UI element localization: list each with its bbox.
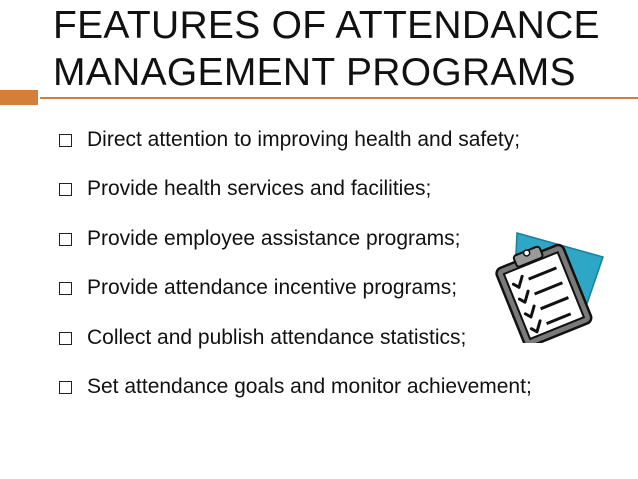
title-divider — [40, 97, 638, 99]
bullet-item — [59, 276, 532, 325]
bullet-text: Provide attendance incentive programs; — [87, 276, 458, 300]
bullet-item — [59, 326, 532, 375]
accent-bar — [0, 90, 38, 105]
checkbox-bullet-icon — [59, 332, 72, 345]
title-line-1: FEATURES OF ATTENDANCE — [53, 4, 600, 47]
checkbox-bullet-icon — [59, 134, 72, 147]
checkbox-bullet-icon — [59, 183, 72, 196]
clipboard-checklist-icon — [487, 231, 607, 343]
checkbox-bullet-icon — [59, 381, 72, 394]
bullet-item — [59, 227, 532, 276]
title-line-2: MANAGEMENT PROGRAMS — [53, 51, 576, 94]
bullet-item — [59, 375, 532, 424]
bullet-text: Provide employee assistance programs; — [87, 226, 461, 250]
checkbox-bullet-icon — [59, 282, 72, 295]
slide-title — [53, 2, 613, 96]
bullet-text: Direct attention to improving health and safety; — [87, 128, 521, 151]
bullet-item — [59, 177, 532, 226]
bullet-text: Set attendance goals and monitor achievement; — [87, 374, 532, 398]
bullet-list — [59, 128, 532, 424]
bullet-text: Collect and publish attendance statistics; — [87, 325, 467, 349]
bullet-item — [59, 128, 532, 177]
bullet-text: Provide health services and facilities; — [87, 177, 432, 201]
checkbox-bullet-icon — [59, 233, 72, 246]
